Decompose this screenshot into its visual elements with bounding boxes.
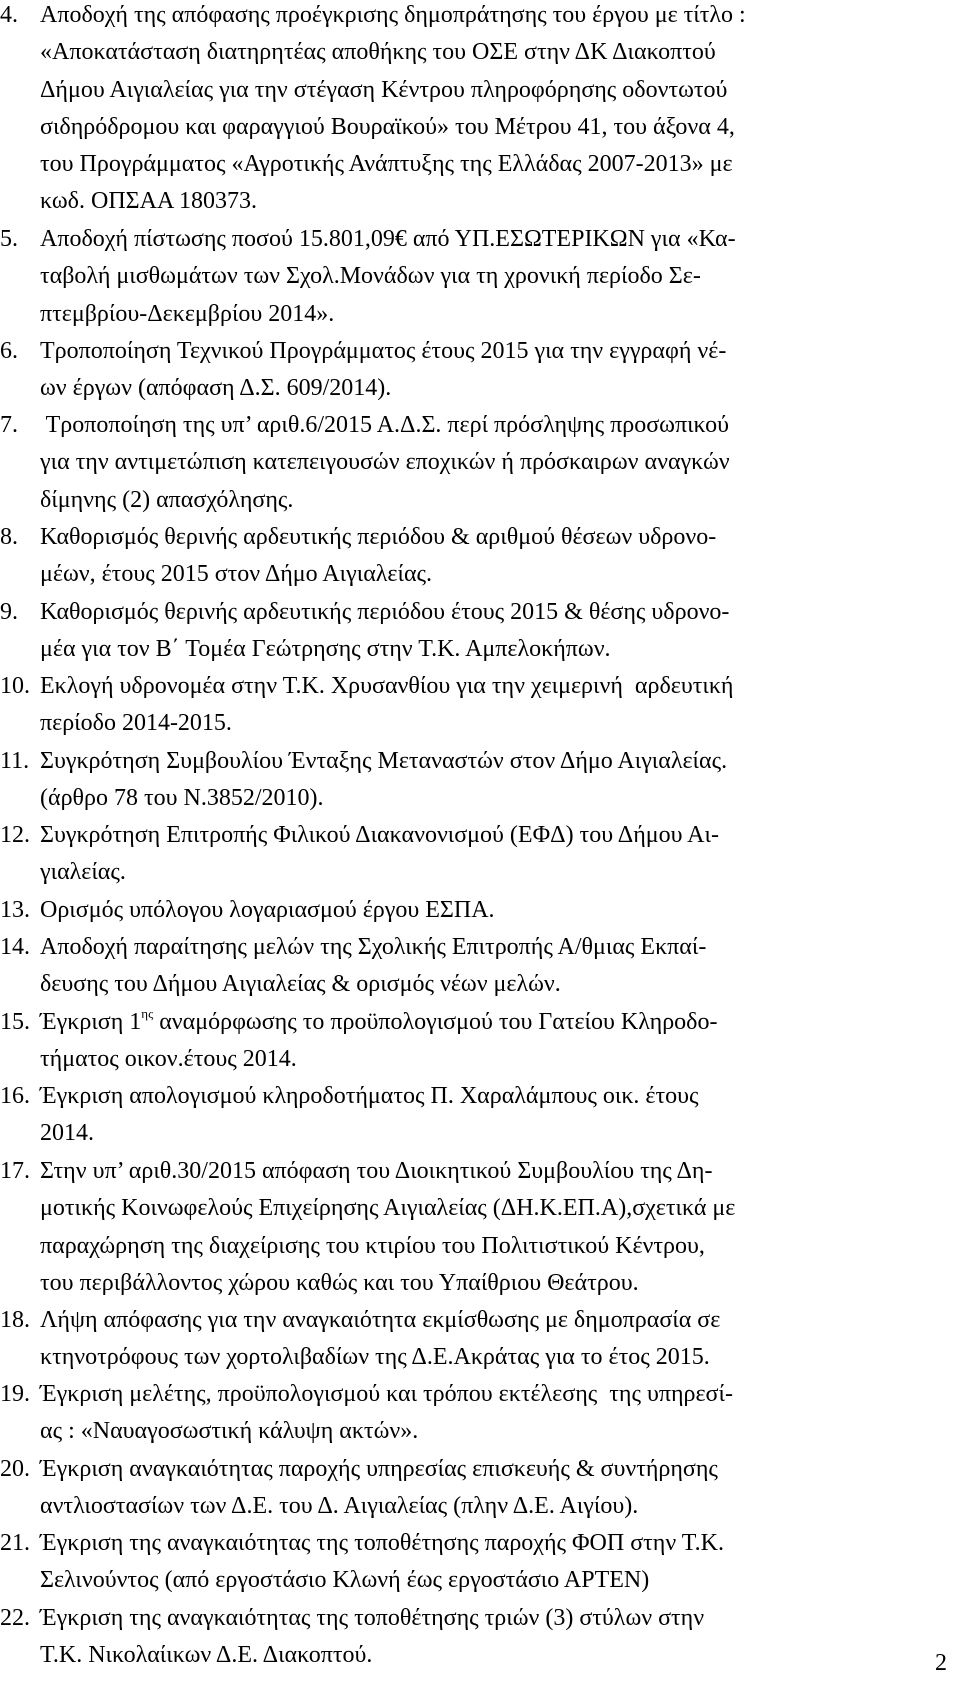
item-text xyxy=(40,0,940,221)
agenda-item-9 xyxy=(0,594,940,669)
agenda-item-13 xyxy=(0,892,940,929)
text-line: Λήψη απόφασης για την αναγκαιότητα εκμίσθωσης με δημοπρασία σε xyxy=(40,1307,721,1333)
text-line: του Προγράμματος «Αγροτικής Ανάπτυξης της Ελλάδας 2007-2013» με xyxy=(40,151,733,178)
item-number: 22. xyxy=(0,1605,30,1631)
text-line: μέα για τον Β΄ Τομέα Γεώτρησης στην Τ.Κ. Αμπελοκήπων. xyxy=(40,636,611,663)
item-number: 7. xyxy=(0,412,18,438)
item-text xyxy=(40,221,940,333)
item-text xyxy=(40,1153,940,1302)
text-line: Τροποποίηση Τεχνικού Προγράμματος έτους 2015 για την εγγραφή νέ- xyxy=(40,338,727,364)
text-line: δίμηνης (2) απασχόλησης. xyxy=(40,486,294,513)
agenda-item-4 xyxy=(0,0,940,221)
item-number: 16. xyxy=(0,1083,30,1109)
agenda-item-14 xyxy=(0,929,940,1004)
item-text xyxy=(40,1451,940,1526)
item-text xyxy=(40,892,940,929)
item-text xyxy=(40,1525,940,1600)
item-number: 14. xyxy=(0,934,30,960)
item-number: 4. xyxy=(0,2,18,28)
text-line: Αποδοχή πίστωσης ποσού 15.801,09€ από ΥΠ.ΕΣΩΤΕΡΙΚΩΝ για «Κα- xyxy=(40,226,736,252)
item-text xyxy=(40,1376,940,1451)
text-line: παραχώρηση της διαχείρισης του κτιρίου του Πολιτιστικού Κέντρου, xyxy=(40,1232,705,1259)
text-line: Συγκρότηση Συμβουλίου Ένταξης Μεταναστών στον Δήμο Αιγιαλείας. xyxy=(40,748,728,774)
text-line: 2014. xyxy=(40,1120,94,1147)
item-number: 13. xyxy=(0,897,30,923)
text-line: κτηνοτρόφους των χορτολιβαδίων της Δ.Ε.Ακράτας για το έτος 2015. xyxy=(40,1344,710,1371)
text-line: Ορισμός υπόλογου λογαριασμού έργου ΕΣΠΑ. xyxy=(40,897,495,923)
item-number: 19. xyxy=(0,1381,30,1407)
text-line: αντλιοστασίων των Δ.Ε. του Δ. Αιγιαλείας (πλην Δ.Ε. Αιγίου). xyxy=(40,1493,639,1520)
text-line: (άρθρο 78 του Ν.3852/2010). xyxy=(40,785,324,812)
item-text xyxy=(40,668,940,743)
item-text xyxy=(40,1078,940,1153)
text-line: δευσης του Δήμου Αιγιαλείας & ορισμός νέων μελών. xyxy=(40,971,561,998)
text-line xyxy=(40,1004,940,1041)
text-line: Δήμου Αιγιαλείας για την στέγαση Κέντρου πληροφόρησης οδοντωτού xyxy=(40,76,728,103)
text-line: γιαλείας. xyxy=(40,859,126,886)
item-text xyxy=(40,333,940,408)
text-line: Αποδοχή της απόφασης προέγκρισης δημοπράτησης του έργου με τίτλο : xyxy=(40,2,746,28)
text-line: Έγκριση μελέτης, προϋπολογισμού και τρόπου εκτέλεσης της υπηρεσί- xyxy=(40,1381,733,1407)
text-line: Καθορισμός θερινής αρδευτικής περιόδου & αριθμού θέσεων υδρονο- xyxy=(40,524,717,550)
agenda-item-11 xyxy=(0,743,940,818)
item-number: 10. xyxy=(0,673,30,699)
text-line: ταβολή μισθωμάτων των Σχολ.Μονάδων για τη χρονική περίοδο Σε- xyxy=(40,263,701,290)
text-line: Έγκριση απολογισμού κληροδοτήματος Π. Χαραλάμπους οικ. έτους xyxy=(40,1083,699,1109)
item-text xyxy=(40,929,940,1004)
text-line: μοτικής Κοινωφελούς Επιχείρησης Αιγιαλείας (ΔΗ.Κ.ΕΠ.Α),σχετικά με xyxy=(40,1195,736,1222)
item-number: 9. xyxy=(0,599,18,625)
agenda-item-5 xyxy=(0,221,940,333)
agenda-item-18 xyxy=(0,1302,940,1377)
text-line: ας : «Ναυαγοσωστική κάλυψη ακτών». xyxy=(40,1418,419,1445)
item-text xyxy=(40,519,940,594)
text-line: πτεμβρίου-Δεκεμβρίου 2014». xyxy=(40,300,335,327)
item-text xyxy=(40,817,940,892)
text-line: Συγκρότηση Επιτροπής Φιλικού Διακανονισμού (ΕΦΔ) του Δήμου Αι- xyxy=(40,822,719,848)
text-line: Σελινούντος (από εργοστάσιο Κλωνή έως εργοστάσιο ΑΡΤΕΝ) xyxy=(40,1567,650,1594)
text-line: Έγκριση της αναγκαιότητας της τοποθέτησης παροχής ΦΟΠ στην Τ.Κ. xyxy=(40,1530,724,1556)
agenda-item-12 xyxy=(0,817,940,892)
agenda-item-17 xyxy=(0,1153,940,1302)
item-number: 5. xyxy=(0,226,18,252)
text-line: σιδηρόδρομου και φαραγγιού Βουραϊκού» του Μέτρου 41, του άξονα 4, xyxy=(40,113,735,140)
text-line: ων έργων (απόφαση Δ.Σ. 609/2014). xyxy=(40,375,392,402)
text-line: Έγκριση αναγκαιότητας παροχής υπηρεσίας επισκευής & συντήρησης xyxy=(40,1456,718,1482)
text-line: τήματος οικον.έτους 2014. xyxy=(40,1046,297,1073)
item-text xyxy=(40,1302,940,1377)
agenda-item-22 xyxy=(0,1600,940,1675)
item-text xyxy=(40,743,940,818)
page-number: 2 xyxy=(935,1650,947,1676)
text-fragment: Έγκριση 1 xyxy=(40,1009,142,1035)
agenda-item-8 xyxy=(0,519,940,594)
agenda-item-6 xyxy=(0,333,940,408)
item-text xyxy=(40,1600,940,1675)
text-line: «Αποκατάσταση διατηρητέας αποθήκης του ΟΣΕ στην ΔΚ Διακοπτού xyxy=(40,39,716,66)
item-number: 15. xyxy=(0,1009,30,1035)
text-line: Τροποποίηση της υπ’ αριθ.6/2015 Α.Δ.Σ. περί πρόσληψης προσωπικού xyxy=(40,412,729,438)
text-line: Έγκριση της αναγκαιότητας της τοποθέτησης τριών (3) στύλων στην xyxy=(40,1605,705,1631)
agenda-item-7 xyxy=(0,407,940,519)
text-line: Αποδοχή παραίτησης μελών της Σχολικής Επιτροπής Α/θμιας Εκπαί- xyxy=(40,934,707,960)
ordinal-superscript: ης xyxy=(141,1006,154,1021)
text-line: μέων, έτους 2015 στον Δήμο Αιγιαλείας. xyxy=(40,561,433,588)
agenda-item-19 xyxy=(0,1376,940,1451)
item-text xyxy=(40,1004,940,1079)
agenda-item-20 xyxy=(0,1451,940,1526)
text-line: για την αντιμετώπιση κατεπειγουσών εποχικών ή πρόσκαιρων αναγκών xyxy=(40,449,730,476)
text-fragment: αναμόρφωσης το προϋπολογισμού του Γατείου Κληροδο- xyxy=(153,1009,718,1035)
item-text xyxy=(40,594,940,669)
item-number: 21. xyxy=(0,1530,30,1556)
text-line: Στην υπ’ αριθ.30/2015 απόφαση του Διοικητικού Συμβουλίου της Δη- xyxy=(40,1158,713,1184)
item-number: 8. xyxy=(0,524,18,550)
item-number: 20. xyxy=(0,1456,30,1482)
item-number: 17. xyxy=(0,1158,30,1184)
text-line: περίοδο 2014-2015. xyxy=(40,710,232,737)
text-line: κωδ. ΟΠΣΑΑ 180373. xyxy=(40,188,257,215)
item-number: 11. xyxy=(0,748,30,774)
agenda-item-21 xyxy=(0,1525,940,1600)
text-line: του περιβάλλοντος χώρου καθώς και του Υπαίθριου Θεάτρου. xyxy=(40,1269,639,1296)
agenda-item-15 xyxy=(0,1004,940,1079)
item-text xyxy=(40,407,940,519)
agenda-item-16 xyxy=(0,1078,940,1153)
item-number: 18. xyxy=(0,1307,30,1333)
item-number: 6. xyxy=(0,338,18,364)
text-line: Εκλογή υδρονομέα στην Τ.Κ. Χρυσανθίου για την χειμερινή αρδευτική xyxy=(40,673,734,699)
agenda-item-10 xyxy=(0,668,940,743)
text-line: Τ.Κ. Νικολαίικων Δ.Ε. Διακοπτού. xyxy=(40,1642,373,1669)
item-number: 12. xyxy=(0,822,30,848)
text-line: Καθορισμός θερινής αρδευτικής περιόδου έτους 2015 & θέσης υδρονο- xyxy=(40,599,730,625)
